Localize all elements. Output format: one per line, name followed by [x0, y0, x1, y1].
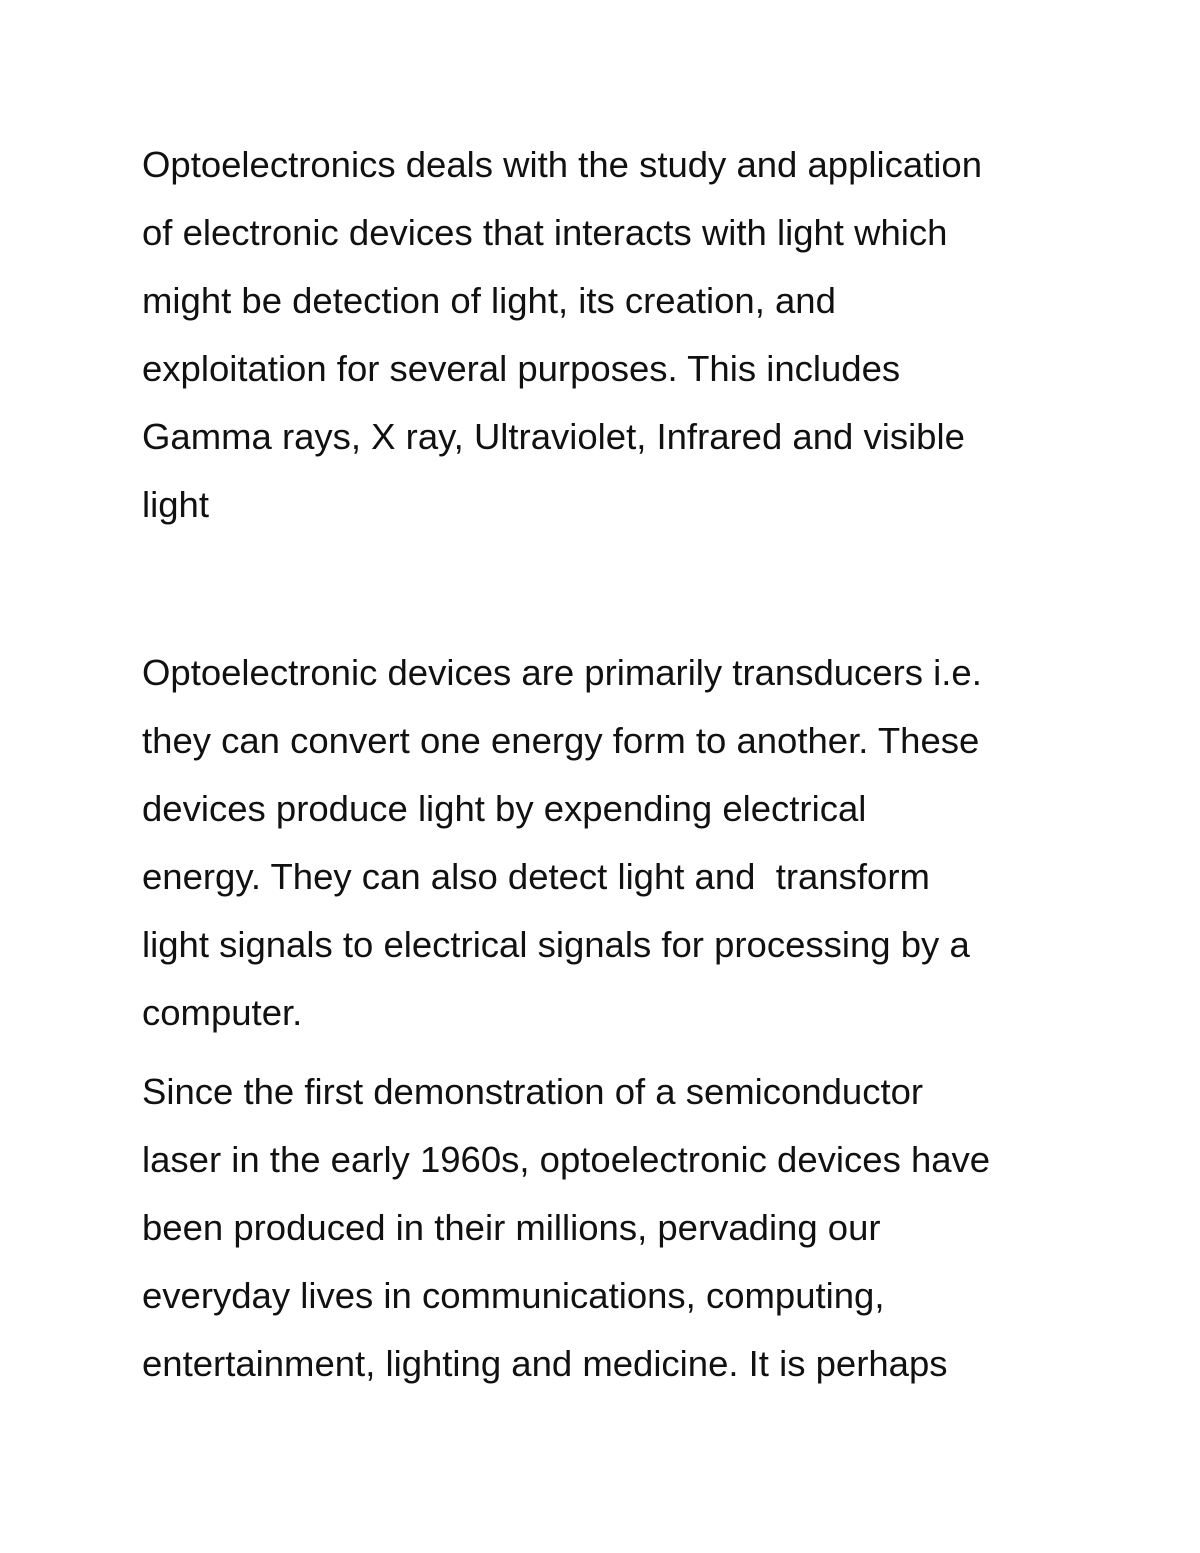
- paragraph-optoelectronics-definition: [142, 131, 1092, 539]
- paragraph-line: light signals to electrical signals for processing by a: [142, 924, 970, 965]
- paragraph-line: Gamma rays, X ray, Ultraviolet, Infrared and visible: [142, 416, 965, 457]
- paragraph-transducers: [142, 639, 1092, 1047]
- paragraph-line: exploitation for several purposes. This includes: [142, 348, 901, 389]
- paragraph-line: been produced in their millions, pervading our: [142, 1207, 881, 1248]
- paragraph-line: of electronic devices that interacts with light which: [142, 212, 948, 253]
- paragraph-line: Optoelectronics deals with the study and application: [142, 144, 982, 185]
- paragraph-line: laser in the early 1960s, optoelectronic devices have: [142, 1139, 991, 1180]
- paragraph-line: might be detection of light, its creation, and: [142, 280, 836, 321]
- paragraph-line: light: [142, 484, 209, 525]
- paragraph-line: everyday lives in communications, computing,: [142, 1275, 885, 1316]
- paragraph-line: energy. They can also detect light and transform: [142, 856, 930, 897]
- paragraph-line: devices produce light by expending electrical: [142, 788, 867, 829]
- paragraph-line: entertainment, lighting and medicine. It is perhaps: [142, 1343, 948, 1384]
- paragraph-line: Optoelectronic devices are primarily transducers i.e.: [142, 652, 982, 693]
- paragraph-line: computer.: [142, 992, 303, 1033]
- paragraph-semiconductor-laser-history: [142, 1058, 1092, 1398]
- paragraph-line: Since the first demonstration of a semiconductor: [142, 1071, 924, 1112]
- paragraph-line: they can convert one energy form to another. These: [142, 720, 980, 761]
